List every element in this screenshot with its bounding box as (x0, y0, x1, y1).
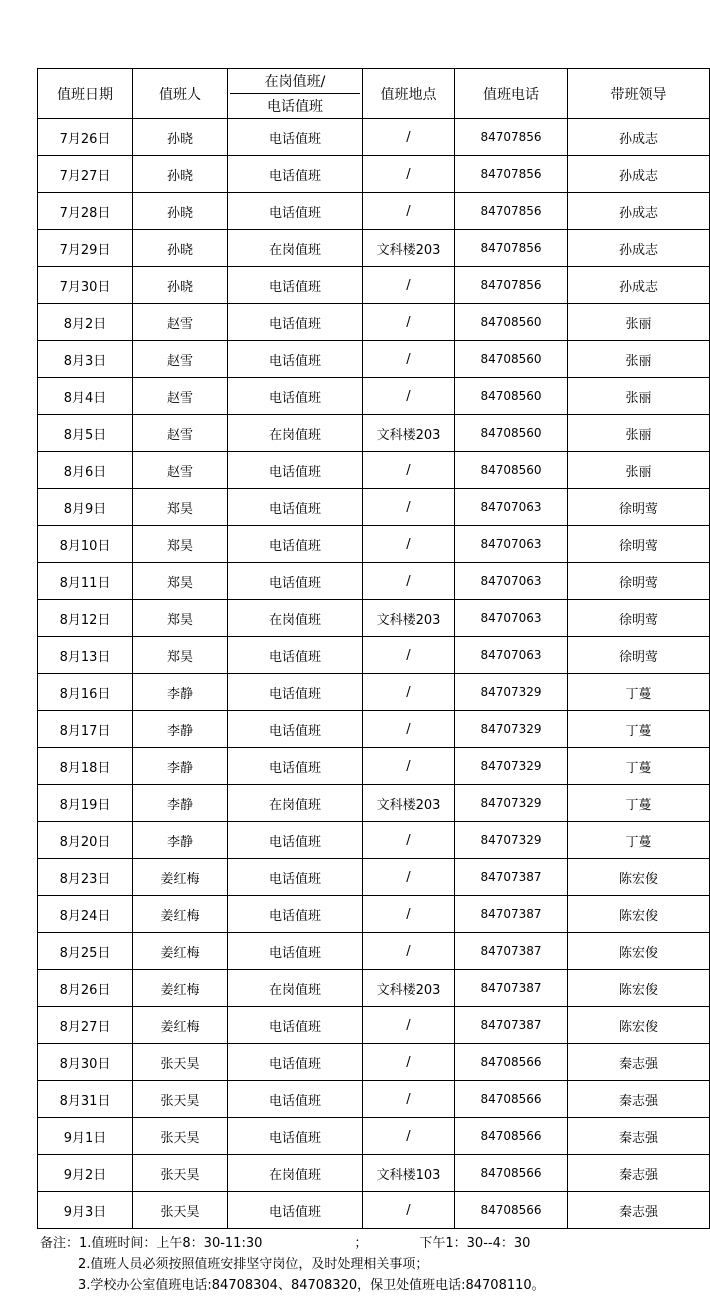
cell-location: / (363, 489, 455, 526)
cell-person: 孙晓 (133, 193, 228, 230)
cell-phone: 84708566 (455, 1192, 568, 1229)
cell-date: 8月20日 (38, 822, 133, 859)
cell-date: 8月16日 (38, 674, 133, 711)
cell-person: 张天昊 (133, 1044, 228, 1081)
table-row (38, 600, 710, 637)
cell-phone: 84708560 (455, 341, 568, 378)
cell-leader: 张丽 (568, 415, 710, 452)
cell-location: / (363, 1192, 455, 1229)
cell-person: 赵雪 (133, 304, 228, 341)
cell-date: 7月29日 (38, 230, 133, 267)
cell-leader: 丁蔓 (568, 785, 710, 822)
cell-leader: 徐明莺 (568, 637, 710, 674)
cell-phone: 84707063 (455, 563, 568, 600)
cell-person: 张天昊 (133, 1155, 228, 1192)
cell-duty-type: 在岗值班 (228, 230, 363, 267)
cell-person: 孙晓 (133, 230, 228, 267)
header-phone: 值班电话 (455, 69, 568, 119)
cell-date: 8月27日 (38, 1007, 133, 1044)
cell-location: / (363, 748, 455, 785)
cell-person: 郑昊 (133, 600, 228, 637)
cell-leader: 秦志强 (568, 1155, 710, 1192)
cell-duty-type: 电话值班 (228, 193, 363, 230)
table-row (38, 785, 710, 822)
table-row (38, 637, 710, 674)
cell-duty-type: 电话值班 (228, 489, 363, 526)
cell-phone: 84707329 (455, 674, 568, 711)
note-line-1 (40, 1233, 705, 1254)
cell-duty-type: 电话值班 (228, 933, 363, 970)
cell-leader: 徐明莺 (568, 526, 710, 563)
cell-date: 9月1日 (38, 1118, 133, 1155)
cell-duty-type: 电话值班 (228, 563, 363, 600)
cell-person: 张天昊 (133, 1118, 228, 1155)
cell-location: / (363, 378, 455, 415)
cell-phone: 84707387 (455, 970, 568, 1007)
cell-duty-type: 电话值班 (228, 119, 363, 156)
cell-leader: 张丽 (568, 452, 710, 489)
cell-phone: 84708560 (455, 378, 568, 415)
cell-phone: 84708566 (455, 1155, 568, 1192)
cell-location: / (363, 896, 455, 933)
table-row (38, 489, 710, 526)
header-duty-type-top: 在岗值班/ (230, 69, 360, 94)
cell-date: 7月27日 (38, 156, 133, 193)
cell-duty-type: 电话值班 (228, 1007, 363, 1044)
cell-location: / (363, 119, 455, 156)
cell-person: 姜红梅 (133, 859, 228, 896)
cell-leader: 陈宏俊 (568, 970, 710, 1007)
cell-phone: 84707063 (455, 600, 568, 637)
note-time-morning: 备注：1.值班时间：上午8：30-11:30 (40, 1236, 263, 1251)
cell-date: 8月5日 (38, 415, 133, 452)
cell-date: 8月2日 (38, 304, 133, 341)
cell-duty-type: 在岗值班 (228, 415, 363, 452)
cell-duty-type: 电话值班 (228, 267, 363, 304)
cell-phone: 84707856 (455, 193, 568, 230)
cell-duty-type: 电话值班 (228, 711, 363, 748)
cell-location: / (363, 674, 455, 711)
cell-person: 郑昊 (133, 563, 228, 600)
cell-duty-type: 电话值班 (228, 304, 363, 341)
cell-phone: 84707856 (455, 230, 568, 267)
cell-phone: 84708566 (455, 1118, 568, 1155)
cell-phone: 84707856 (455, 267, 568, 304)
header-duty-type (228, 69, 363, 119)
cell-phone: 84707063 (455, 526, 568, 563)
cell-location: / (363, 1118, 455, 1155)
cell-date: 8月24日 (38, 896, 133, 933)
cell-date: 8月25日 (38, 933, 133, 970)
cell-location: 文科楼203 (363, 970, 455, 1007)
cell-location: / (363, 859, 455, 896)
cell-location: / (363, 156, 455, 193)
cell-duty-type: 电话值班 (228, 896, 363, 933)
cell-person: 姜红梅 (133, 1007, 228, 1044)
cell-duty-type: 在岗值班 (228, 1155, 363, 1192)
cell-duty-type: 电话值班 (228, 1192, 363, 1229)
cell-date: 8月3日 (38, 341, 133, 378)
cell-date: 8月4日 (38, 378, 133, 415)
cell-person: 李静 (133, 674, 228, 711)
table-row (38, 452, 710, 489)
table-row (38, 674, 710, 711)
cell-person: 姜红梅 (133, 896, 228, 933)
cell-leader: 陈宏俊 (568, 1007, 710, 1044)
cell-phone: 84707856 (455, 119, 568, 156)
cell-duty-type: 电话值班 (228, 748, 363, 785)
cell-date: 9月3日 (38, 1192, 133, 1229)
header-leader: 带班领导 (568, 69, 710, 119)
header-location: 值班地点 (363, 69, 455, 119)
cell-leader: 丁蔓 (568, 822, 710, 859)
header-person: 值班人 (133, 69, 228, 119)
cell-location: 文科楼103 (363, 1155, 455, 1192)
cell-leader: 秦志强 (568, 1118, 710, 1155)
cell-leader: 秦志强 (568, 1192, 710, 1229)
cell-date: 8月11日 (38, 563, 133, 600)
note-line-3: 3.学校办公室值班电话:84708304、84708320，保卫处值班电话:84708110。 (78, 1278, 545, 1293)
cell-date: 8月10日 (38, 526, 133, 563)
cell-leader: 孙成志 (568, 267, 710, 304)
cell-leader: 陈宏俊 (568, 859, 710, 896)
cell-date: 8月18日 (38, 748, 133, 785)
cell-phone: 84707329 (455, 711, 568, 748)
cell-leader: 张丽 (568, 341, 710, 378)
note-time-separator: ； (354, 1236, 368, 1251)
cell-location: 文科楼203 (363, 415, 455, 452)
cell-duty-type: 电话值班 (228, 822, 363, 859)
cell-date: 8月6日 (38, 452, 133, 489)
cell-leader: 孙成志 (568, 119, 710, 156)
cell-person: 李静 (133, 785, 228, 822)
table-row (38, 1192, 710, 1229)
cell-person: 李静 (133, 711, 228, 748)
table-row (38, 1044, 710, 1081)
table-row (38, 1118, 710, 1155)
cell-location: / (363, 822, 455, 859)
cell-phone: 84707856 (455, 156, 568, 193)
cell-location: 文科楼203 (363, 785, 455, 822)
cell-location: / (363, 563, 455, 600)
table-row (38, 896, 710, 933)
cell-person: 张天昊 (133, 1192, 228, 1229)
cell-location: / (363, 1007, 455, 1044)
notes-section (40, 1233, 705, 1296)
table-row (38, 563, 710, 600)
cell-location: 文科楼203 (363, 600, 455, 637)
cell-leader: 陈宏俊 (568, 933, 710, 970)
cell-phone: 84707063 (455, 489, 568, 526)
table-row (38, 1081, 710, 1118)
table-row (38, 822, 710, 859)
cell-duty-type: 在岗值班 (228, 785, 363, 822)
cell-phone: 84708566 (455, 1044, 568, 1081)
header-date: 值班日期 (38, 69, 133, 119)
cell-location: / (363, 304, 455, 341)
cell-phone: 84707387 (455, 896, 568, 933)
cell-leader: 张丽 (568, 378, 710, 415)
cell-person: 李静 (133, 822, 228, 859)
cell-leader: 丁蔓 (568, 674, 710, 711)
table-row (38, 119, 710, 156)
table-row (38, 415, 710, 452)
cell-phone: 84708560 (455, 415, 568, 452)
cell-person: 赵雪 (133, 452, 228, 489)
cell-duty-type: 电话值班 (228, 637, 363, 674)
cell-date: 8月13日 (38, 637, 133, 674)
cell-person: 姜红梅 (133, 933, 228, 970)
cell-phone: 84708560 (455, 304, 568, 341)
cell-date: 8月30日 (38, 1044, 133, 1081)
cell-leader: 秦志强 (568, 1081, 710, 1118)
cell-duty-type: 电话值班 (228, 341, 363, 378)
cell-person: 郑昊 (133, 489, 228, 526)
cell-person: 孙晓 (133, 119, 228, 156)
cell-phone: 84708566 (455, 1081, 568, 1118)
cell-duty-type: 电话值班 (228, 859, 363, 896)
cell-location: / (363, 933, 455, 970)
cell-person: 孙晓 (133, 267, 228, 304)
duty-schedule-table (37, 68, 710, 1229)
cell-person: 赵雪 (133, 378, 228, 415)
note-line-2: 2.值班人员必须按照值班安排坚守岗位，及时处理相关事项； (78, 1257, 429, 1272)
cell-location: / (363, 1081, 455, 1118)
cell-phone: 84707387 (455, 859, 568, 896)
table-header-row (38, 69, 710, 119)
table-row (38, 526, 710, 563)
cell-leader: 张丽 (568, 304, 710, 341)
table-row (38, 933, 710, 970)
cell-date: 8月19日 (38, 785, 133, 822)
cell-leader: 丁蔓 (568, 711, 710, 748)
table-row (38, 1155, 710, 1192)
cell-leader: 徐明莺 (568, 600, 710, 637)
header-duty-type-bottom: 电话值班 (267, 99, 323, 115)
cell-phone: 84707329 (455, 822, 568, 859)
cell-duty-type: 电话值班 (228, 1044, 363, 1081)
cell-location: / (363, 341, 455, 378)
cell-date: 7月28日 (38, 193, 133, 230)
cell-person: 孙晓 (133, 156, 228, 193)
cell-phone: 84707329 (455, 785, 568, 822)
cell-date: 8月26日 (38, 970, 133, 1007)
cell-date: 8月17日 (38, 711, 133, 748)
cell-leader: 孙成志 (568, 230, 710, 267)
cell-date: 7月30日 (38, 267, 133, 304)
cell-location: / (363, 711, 455, 748)
cell-phone: 84708560 (455, 452, 568, 489)
table-row (38, 156, 710, 193)
cell-duty-type: 电话值班 (228, 378, 363, 415)
cell-duty-type: 在岗值班 (228, 600, 363, 637)
table-row (38, 341, 710, 378)
cell-location: / (363, 526, 455, 563)
cell-date: 8月31日 (38, 1081, 133, 1118)
cell-date: 8月23日 (38, 859, 133, 896)
cell-date: 9月2日 (38, 1155, 133, 1192)
cell-person: 张天昊 (133, 1081, 228, 1118)
cell-person: 郑昊 (133, 526, 228, 563)
table-row (38, 193, 710, 230)
cell-leader: 孙成志 (568, 193, 710, 230)
cell-duty-type: 电话值班 (228, 1081, 363, 1118)
cell-location: / (363, 637, 455, 674)
cell-leader: 秦志强 (568, 1044, 710, 1081)
cell-duty-type: 电话值班 (228, 452, 363, 489)
cell-leader: 徐明莺 (568, 563, 710, 600)
table-row (38, 970, 710, 1007)
cell-person: 李静 (133, 748, 228, 785)
duty-schedule-table-container (37, 68, 709, 1229)
table-row (38, 859, 710, 896)
cell-location: / (363, 1044, 455, 1081)
cell-person: 郑昊 (133, 637, 228, 674)
cell-phone: 84707387 (455, 1007, 568, 1044)
cell-leader: 徐明莺 (568, 489, 710, 526)
table-row (38, 378, 710, 415)
table-row (38, 1007, 710, 1044)
table-row (38, 230, 710, 267)
cell-location: / (363, 452, 455, 489)
cell-duty-type: 电话值班 (228, 156, 363, 193)
table-row (38, 304, 710, 341)
cell-duty-type: 电话值班 (228, 1118, 363, 1155)
cell-date: 8月9日 (38, 489, 133, 526)
cell-location: / (363, 193, 455, 230)
cell-leader: 丁蔓 (568, 748, 710, 785)
cell-duty-type: 电话值班 (228, 674, 363, 711)
cell-phone: 84707329 (455, 748, 568, 785)
cell-person: 姜红梅 (133, 970, 228, 1007)
cell-date: 7月26日 (38, 119, 133, 156)
table-row (38, 711, 710, 748)
cell-duty-type: 在岗值班 (228, 970, 363, 1007)
cell-phone: 84707387 (455, 933, 568, 970)
cell-date: 8月12日 (38, 600, 133, 637)
cell-phone: 84707063 (455, 637, 568, 674)
cell-person: 赵雪 (133, 415, 228, 452)
cell-duty-type: 电话值班 (228, 526, 363, 563)
note-time-afternoon: 下午1：30--4：30 (419, 1236, 531, 1251)
cell-location: / (363, 267, 455, 304)
table-row (38, 267, 710, 304)
table-row (38, 748, 710, 785)
cell-location: 文科楼203 (363, 230, 455, 267)
cell-leader: 孙成志 (568, 156, 710, 193)
cell-person: 赵雪 (133, 341, 228, 378)
cell-leader: 陈宏俊 (568, 896, 710, 933)
